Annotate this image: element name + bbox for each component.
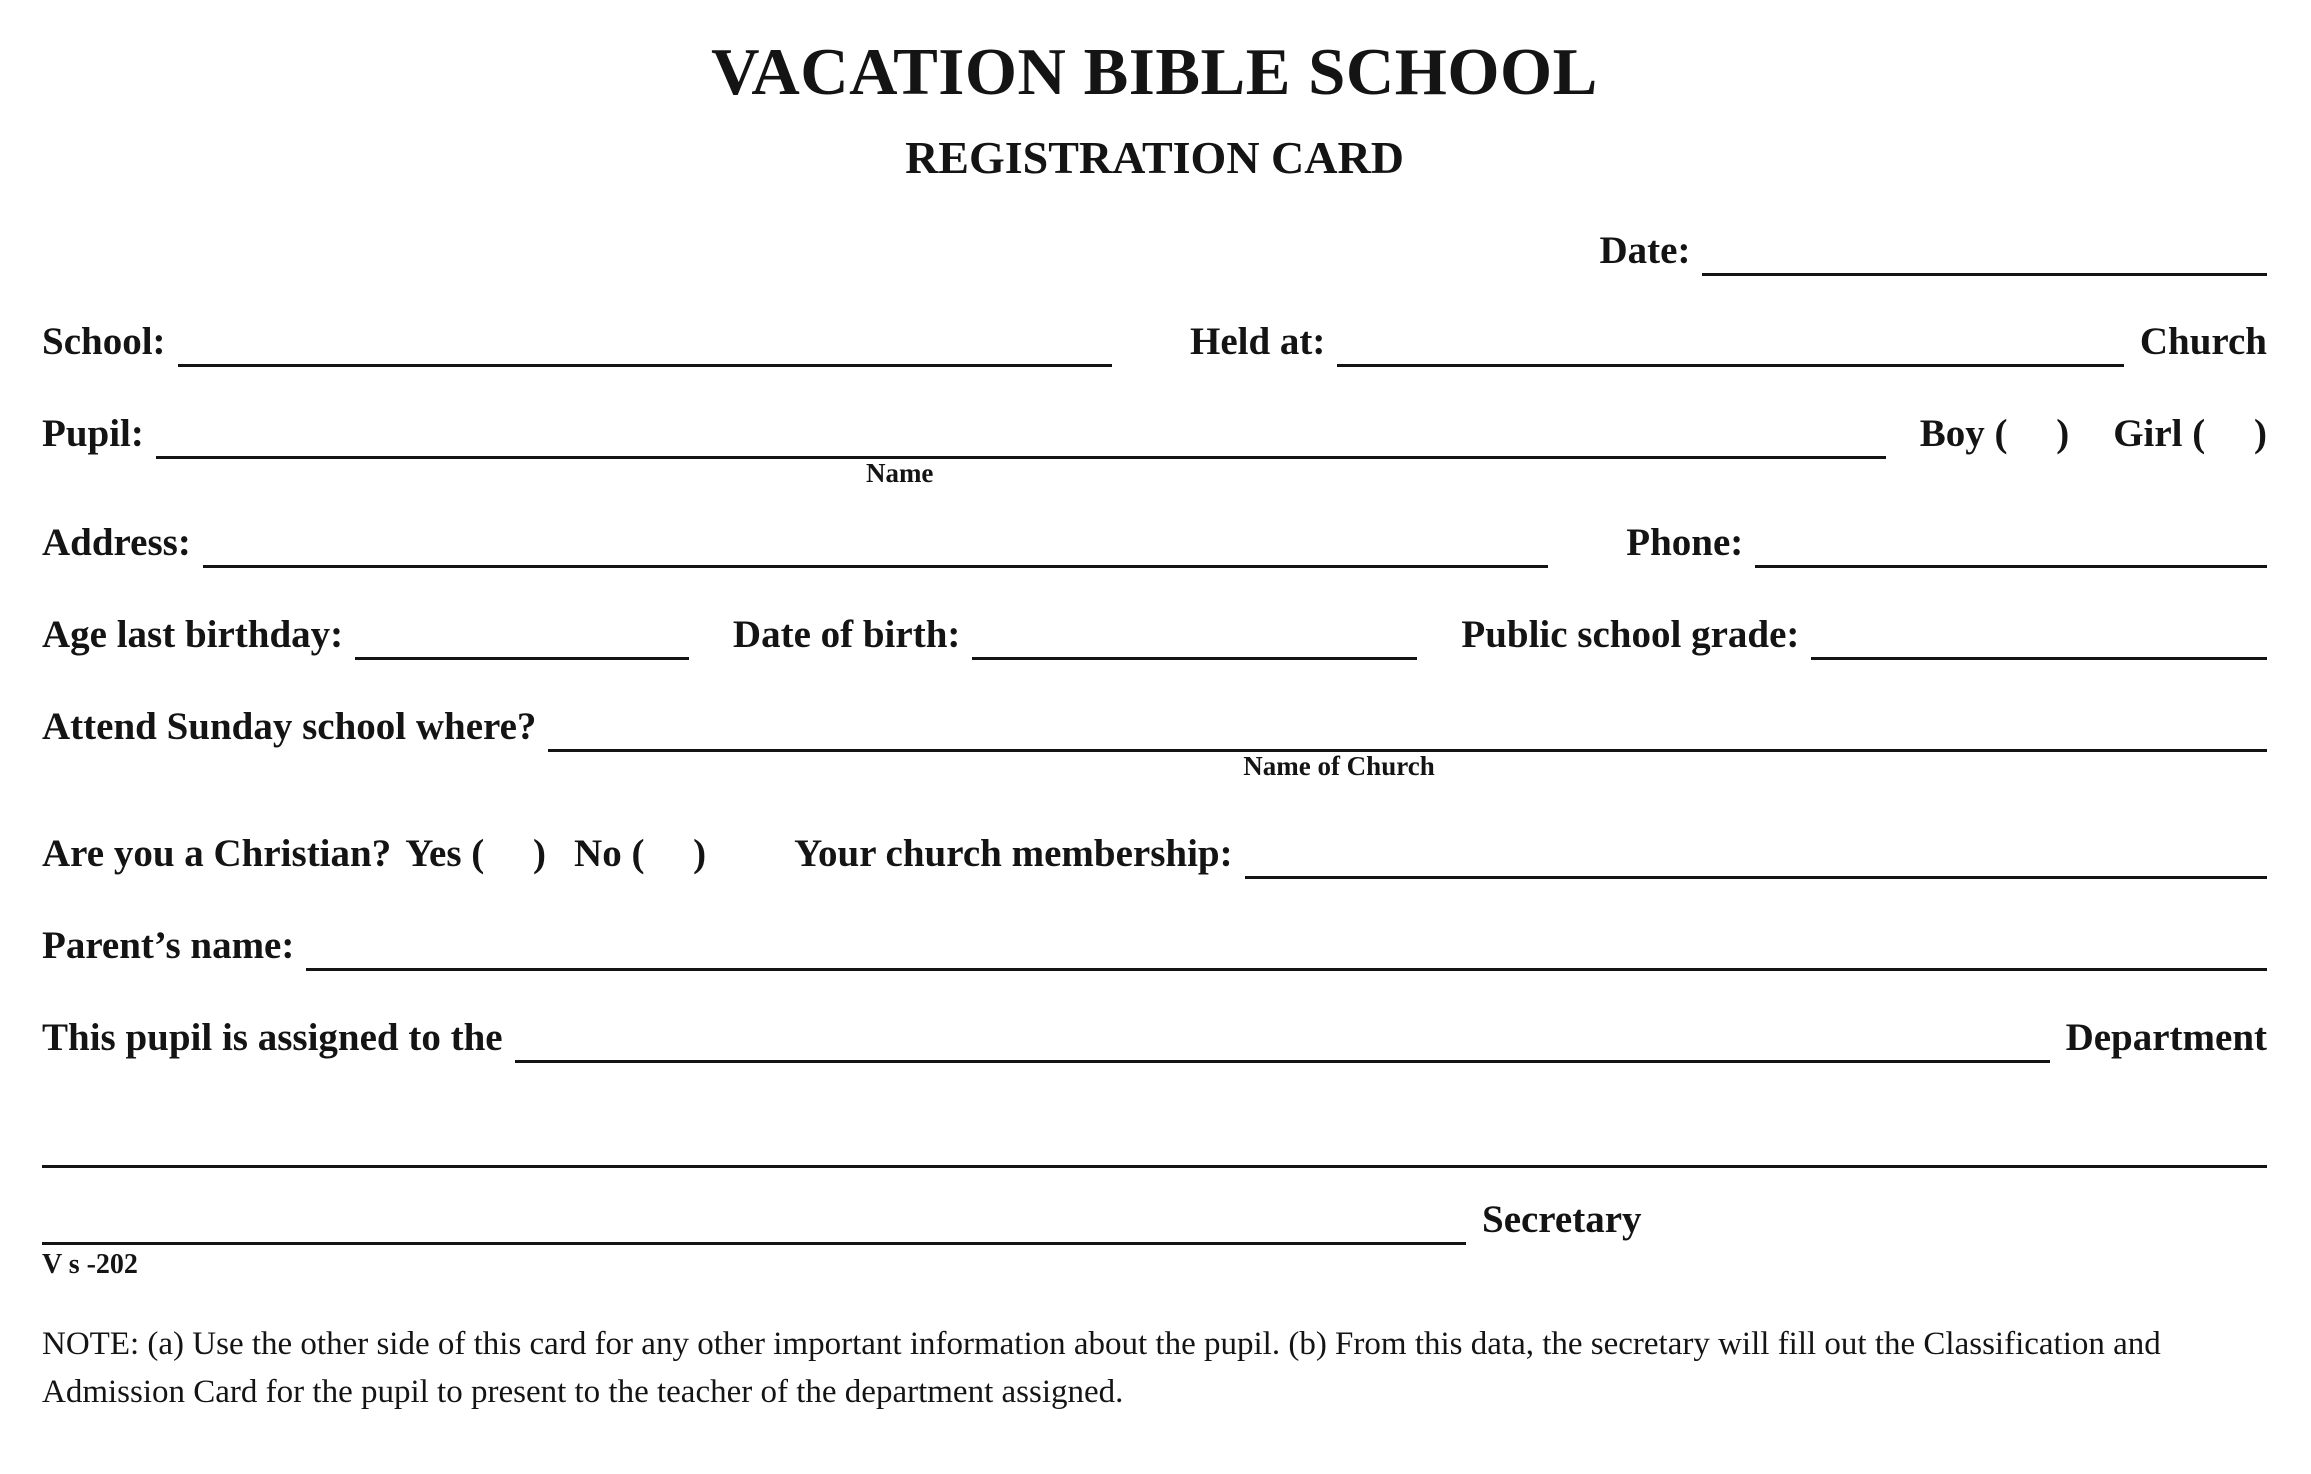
phone-label: Phone: [1626, 521, 1744, 564]
continuation-line-row [42, 1120, 2267, 1168]
age-row [42, 612, 2267, 660]
address-label: Address: [42, 521, 191, 564]
age-last-birthday-field[interactable] [355, 612, 689, 660]
church-suffix-label: Church [2139, 320, 2267, 363]
date-of-birth-label: Date of birth: [732, 613, 961, 656]
secretary-label: Secretary [1482, 1198, 1642, 1241]
public-school-grade-label: Public school grade: [1461, 613, 1800, 656]
boy-checkbox-option[interactable]: Boy ( ) [1919, 412, 2070, 455]
phone-field[interactable] [1755, 520, 2267, 568]
assigned-prefix-label: This pupil is assigned to the [42, 1016, 503, 1059]
note-text: NOTE: (a) Use the other side of this card for any other important information about the pupil. (b) From this data, the secretary will fill out the Classification and Admission Card for the pupil to present to the teacher of the department assigned. [42, 1326, 2161, 1410]
name-of-church-caption: Name of Church [1243, 751, 1435, 781]
age-last-birthday-label: Age last birthday: [42, 613, 344, 656]
no-checkbox-option[interactable]: No ( ) [574, 832, 707, 875]
public-school-grade-field[interactable] [1811, 612, 2267, 660]
date-row [42, 228, 2267, 276]
department-assignment-row [42, 1015, 2267, 1063]
parents-name-row [42, 923, 2267, 971]
attend-sunday-school-label: Attend Sunday school where? [42, 705, 537, 748]
christian-row [42, 831, 2267, 879]
sunday-school-church-field[interactable] [548, 704, 2267, 781]
secretary-signature-field[interactable] [42, 1197, 1466, 1245]
pupil-row [42, 411, 2267, 488]
christian-question-label: Are you a Christian? [42, 832, 392, 875]
form-title: VACATION BIBLE SCHOOL [711, 35, 1598, 109]
form-number: V s -202 [42, 1249, 138, 1280]
church-membership-label: Your church membership: [794, 832, 1233, 875]
address-row [42, 520, 2267, 568]
pupil-label: Pupil: [42, 412, 144, 455]
address-field[interactable] [203, 520, 1548, 568]
parents-name-field[interactable] [306, 923, 2267, 971]
held-at-label: Held at: [1190, 320, 1326, 363]
school-row [42, 319, 2267, 367]
parents-name-label: Parent’s name: [42, 924, 295, 967]
date-of-birth-field[interactable] [972, 612, 1417, 660]
continuation-line-field[interactable] [42, 1120, 2267, 1168]
school-field[interactable] [178, 319, 1113, 367]
church-membership-field[interactable] [1245, 831, 2267, 879]
secretary-row [42, 1197, 2267, 1245]
form-subtitle: REGISTRATION CARD [905, 132, 1404, 183]
department-suffix-label: Department [2065, 1016, 2267, 1059]
date-label: Date: [1599, 229, 1691, 272]
yes-checkbox-option[interactable]: Yes ( ) [405, 832, 547, 875]
name-caption: Name [865, 458, 934, 488]
held-at-field[interactable] [1337, 319, 2123, 367]
attend-sunday-school-row [42, 704, 2267, 781]
department-field[interactable] [515, 1015, 2050, 1063]
girl-checkbox-option[interactable]: Girl ( ) [2113, 412, 2267, 455]
date-field[interactable] [1702, 228, 2267, 276]
school-label: School: [42, 320, 166, 363]
pupil-name-field[interactable] [156, 411, 1886, 488]
